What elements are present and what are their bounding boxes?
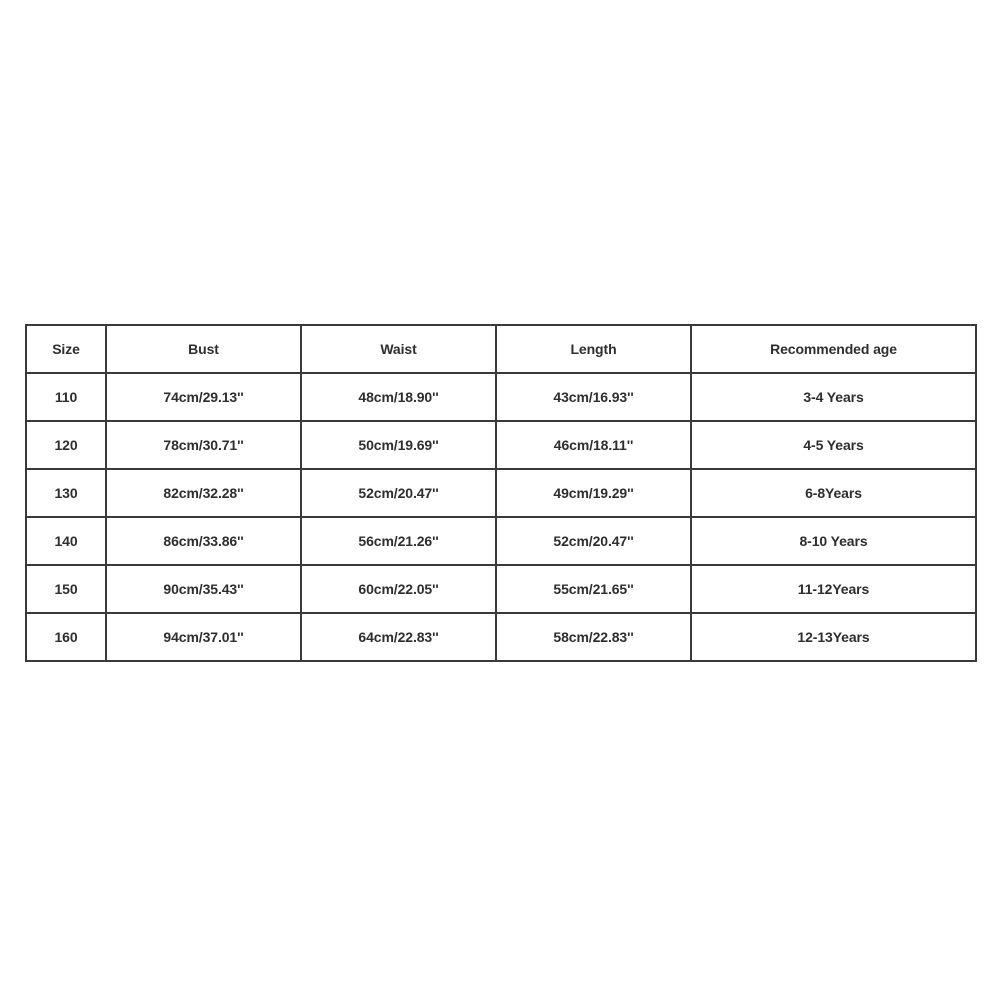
cell-waist: 60cm/22.05'' <box>301 565 496 613</box>
cell-waist: 50cm/19.69'' <box>301 421 496 469</box>
cell-recommended-age: 8-10 Years <box>691 517 976 565</box>
cell-bust: 94cm/37.01'' <box>106 613 301 661</box>
cell-bust: 90cm/35.43'' <box>106 565 301 613</box>
table-row <box>26 613 976 661</box>
cell-bust: 86cm/33.86'' <box>106 517 301 565</box>
cell-recommended-age: 11-12Years <box>691 565 976 613</box>
cell-waist: 48cm/18.90'' <box>301 373 496 421</box>
cell-waist: 56cm/21.26'' <box>301 517 496 565</box>
cell-waist: 52cm/20.47'' <box>301 469 496 517</box>
cell-bust: 82cm/32.28'' <box>106 469 301 517</box>
cell-bust: 78cm/30.71'' <box>106 421 301 469</box>
header-length: Length <box>496 325 691 373</box>
cell-length: 55cm/21.65'' <box>496 565 691 613</box>
table-row <box>26 373 976 421</box>
cell-length: 49cm/19.29'' <box>496 469 691 517</box>
cell-size: 120 <box>26 421 106 469</box>
cell-length: 58cm/22.83'' <box>496 613 691 661</box>
cell-length: 43cm/16.93'' <box>496 373 691 421</box>
cell-waist: 64cm/22.83'' <box>301 613 496 661</box>
cell-recommended-age: 6-8Years <box>691 469 976 517</box>
table-row <box>26 517 976 565</box>
cell-recommended-age: 4-5 Years <box>691 421 976 469</box>
table-header-row <box>26 325 976 373</box>
table-row <box>26 565 976 613</box>
cell-length: 46cm/18.11'' <box>496 421 691 469</box>
cell-size: 160 <box>26 613 106 661</box>
cell-recommended-age: 3-4 Years <box>691 373 976 421</box>
cell-size: 140 <box>26 517 106 565</box>
header-recommended-age: Recommended age <box>691 325 976 373</box>
cell-size: 110 <box>26 373 106 421</box>
header-waist: Waist <box>301 325 496 373</box>
cell-size: 150 <box>26 565 106 613</box>
header-size: Size <box>26 325 106 373</box>
cell-recommended-age: 12-13Years <box>691 613 976 661</box>
header-bust: Bust <box>106 325 301 373</box>
size-chart-table <box>25 324 977 662</box>
table-row <box>26 421 976 469</box>
table-row <box>26 469 976 517</box>
cell-bust: 74cm/29.13'' <box>106 373 301 421</box>
cell-length: 52cm/20.47'' <box>496 517 691 565</box>
cell-size: 130 <box>26 469 106 517</box>
